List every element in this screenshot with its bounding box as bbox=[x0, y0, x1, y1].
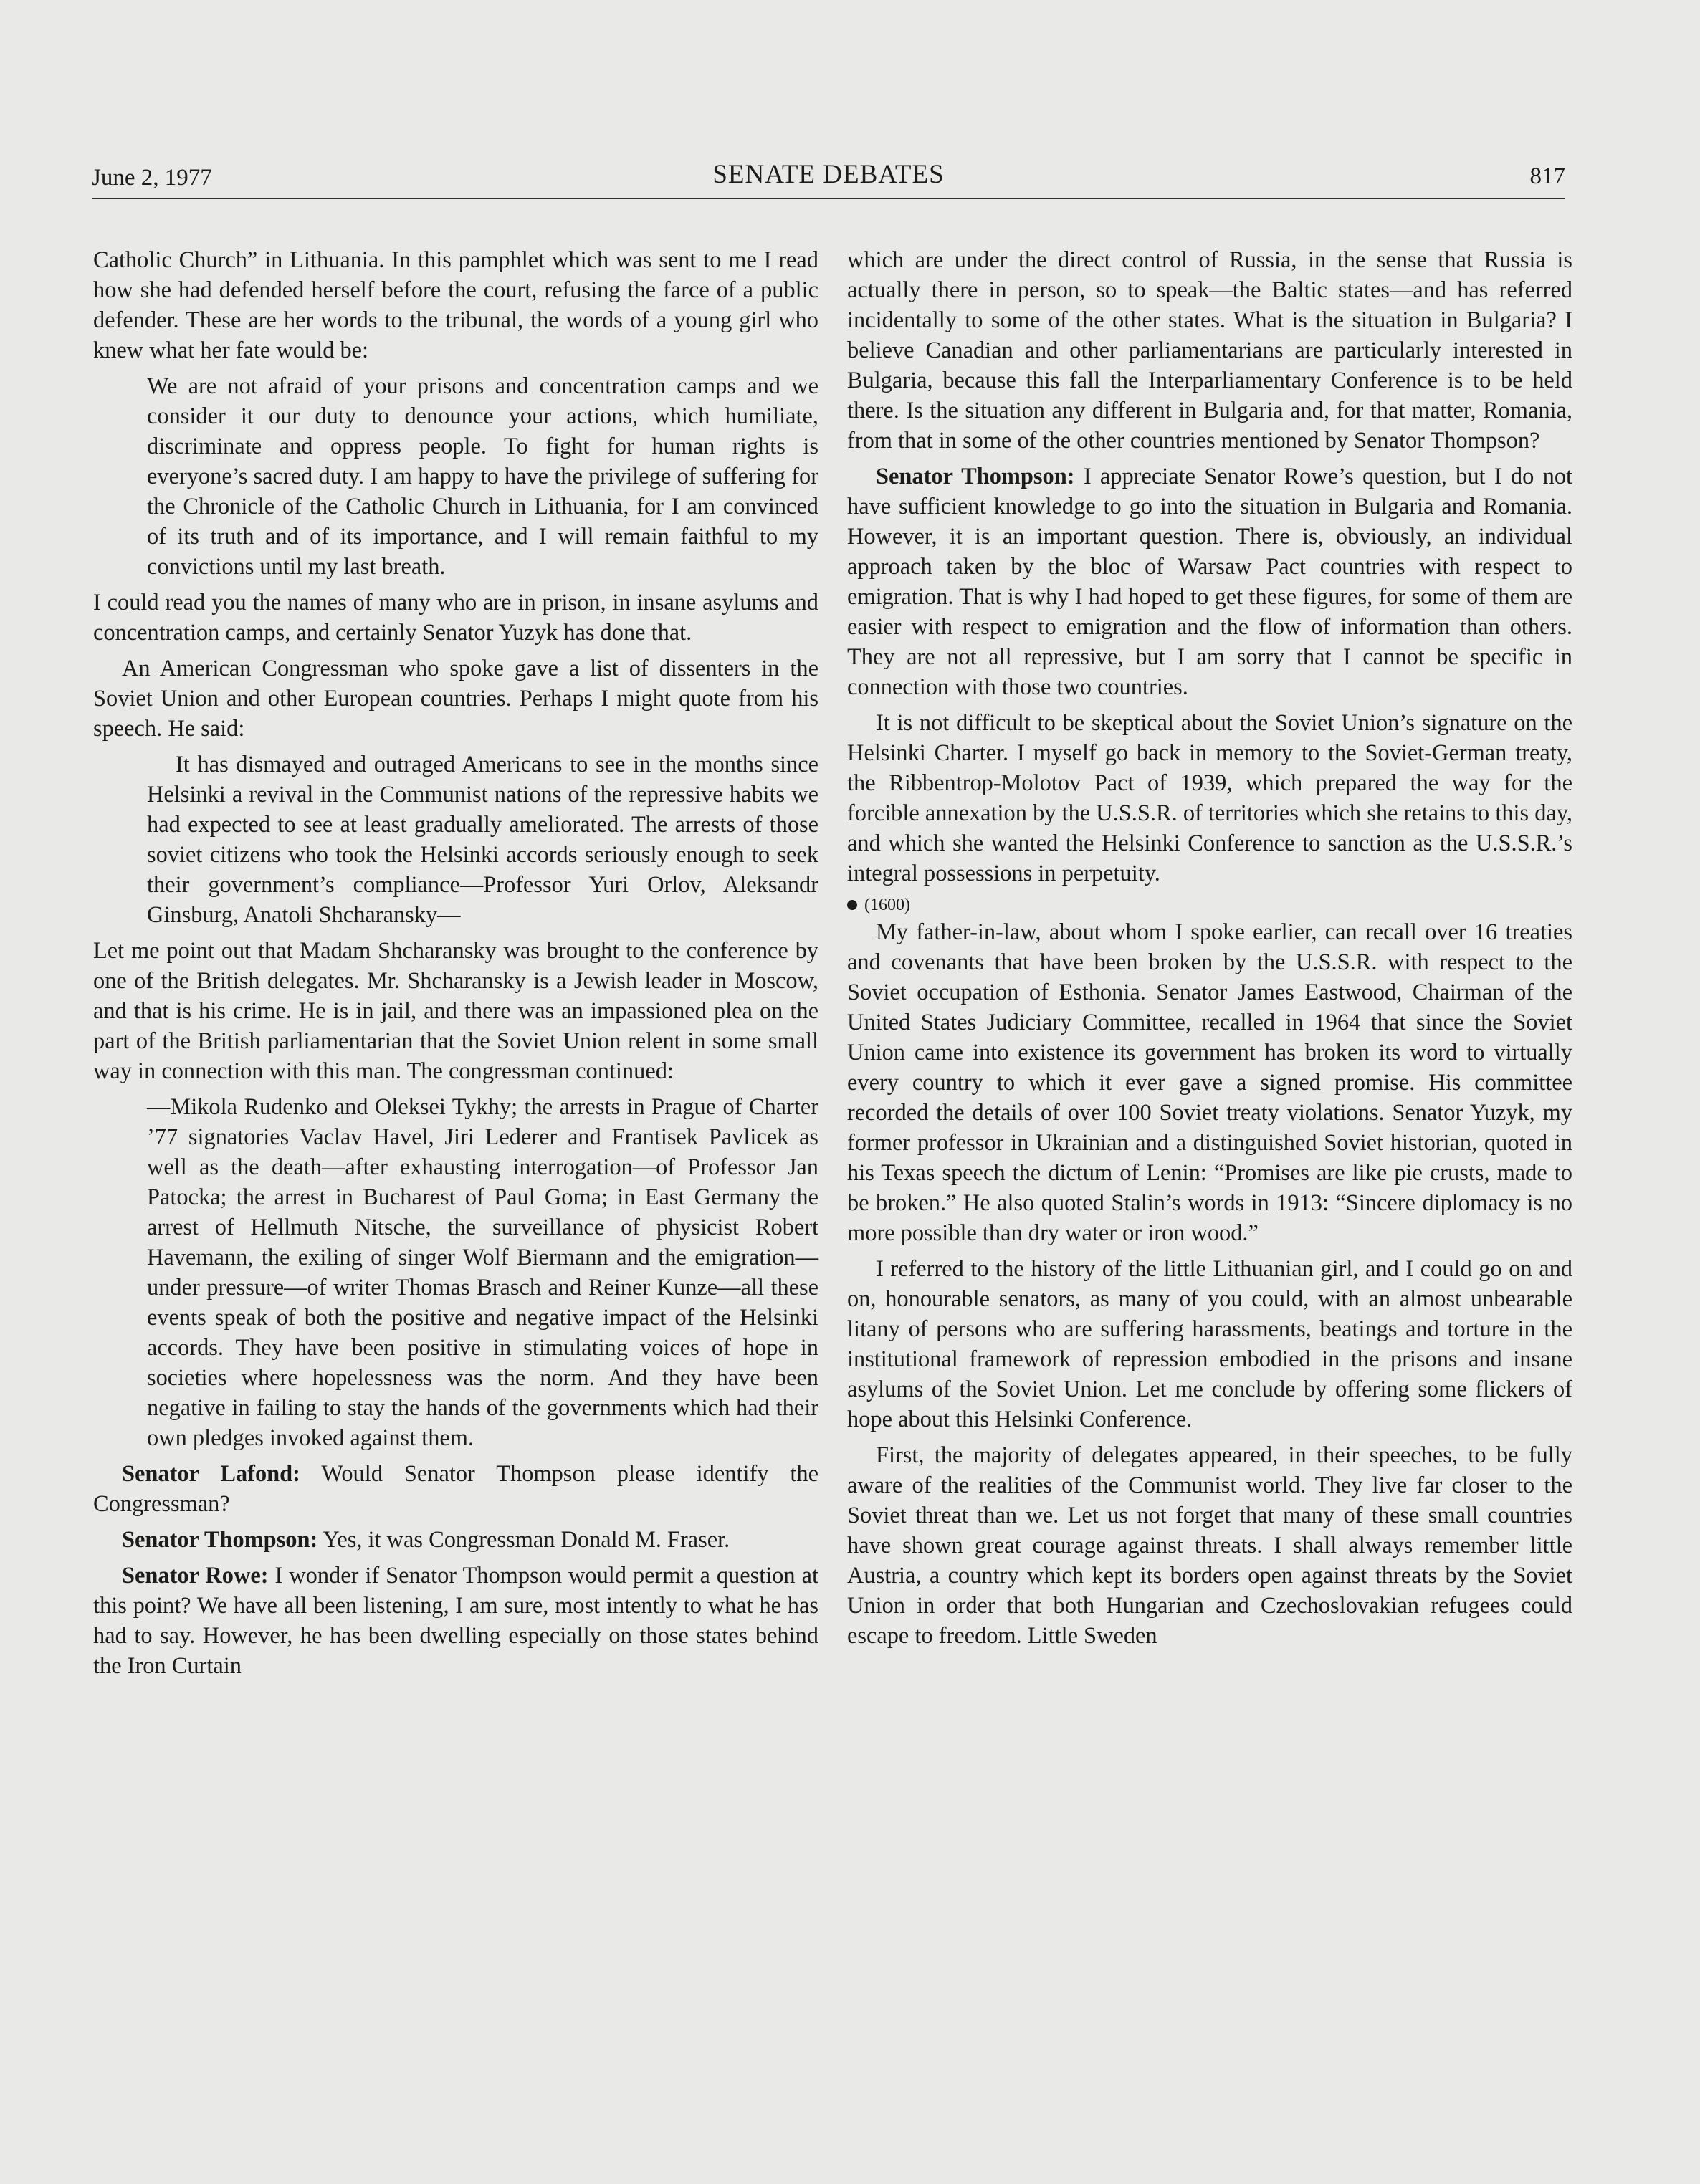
speech-paragraph bbox=[93, 1459, 818, 1519]
speech-paragraph bbox=[93, 1561, 818, 1681]
right-column bbox=[847, 245, 1572, 1657]
header-title: SENATE DEBATES bbox=[712, 160, 945, 189]
speech-paragraph bbox=[847, 461, 1572, 702]
time-marker bbox=[847, 893, 1572, 917]
block-quote: We are not afraid of your prisons and concentration camps and we consider it our duty to denounce your actions, which humiliate, discriminate and oppress people. To fight for human rights is everyone’s sacred duty. I am happy to have the privilege of suffering for the Chronicle of the Catholic Church in Lithuania, for I am convinced of its truth and of its importance, and I will remain faithful to my convictions until my last breath. bbox=[147, 373, 818, 580]
block-quote: —Mikola Rudenko and Oleksei Tykhy; the arrests in Prague of Charter ’77 signatories Vaclav Havel, Jiri Lederer and Frantisek Pavlicek as well as the death—after exhausting interrogation—of Professor Jan Patocka; the arrest in Bucharest of Paul Goma; in East Germany the arrest of Hellmuth Nitsche, the surveillance of physicist Robert Havemann, the exiling of singer Wolf Biermann and the emigration—under pressure—of writer Thomas Brasch and Reiner Kunze—all these events speak of both the positive and negative impact of the Helsinki accords. They have been positive in stimulating voices of hope in societies where hopelessness was the norm. And they have been negative in failing to stay the hands of the governments which had their own pledges invoked against them. bbox=[147, 1094, 818, 1451]
paragraph: It is not difficult to be skeptical about the Soviet Union’s signature on the Helsinki Charter. I myself go back in memory to the Soviet-German treaty, the Ribbentrop-Molotov Pact of 1939, which prepared the way for the forcible annexation by the U.S.S.R. of territories which she retains to this day, and which she wanted the Helsinki Conference to sanction as the U.S.S.R.’s integral possessions in perpetuity. bbox=[847, 710, 1572, 886]
speech-text: Yes, it was Congressman Donald M. Fraser. bbox=[317, 1527, 730, 1553]
paragraph: Let me point out that Madam Shcharansky was brought to the conference by one of the British delegates. Mr. Shcharansky is a Jewish leader in Moscow, and that is his crime. He is in jail, and there was an impassioned plea on the part of the British parliamentarian that the Soviet Union relent in some small way in connection with this man. The congressman continued: bbox=[93, 938, 818, 1084]
left-column bbox=[93, 245, 818, 1687]
header-date: June 2, 1977 bbox=[92, 165, 212, 191]
time-marker-text: (1600) bbox=[864, 896, 910, 914]
speaker-name: Senator Thompson: bbox=[122, 1527, 318, 1553]
speech-text: I appreciate Senator Rowe’s question, but I do not have sufficient knowledge to go into the situation in Bulgaria and Romania. However, it is an important question. There is, obviously, an individual approach taken by the bloc of Warsaw Pact countries with respect to emigration. That is why I had hoped to get these figures, for some of them are easier with respect to emigration and the flow of information than others. They are not all repressive, but I am sorry that I cannot be specific in connection with those two countries. bbox=[847, 464, 1573, 700]
paragraph: Catholic Church” in Lithuania. In this pamphlet which was sent to me I read how she had defended herself before the court, refusing the farce of a public defender. These are her words to the tribunal, the words of a young girl who knew what her fate would be: bbox=[93, 247, 818, 363]
speaker-name: Senator Thompson: bbox=[876, 464, 1075, 489]
paragraph: First, the majority of delegates appeared, in their speeches, to be fully aware of the realities of the Communist world. They live far closer to the Soviet threat than we. Let us not forget that many of these small countries have shown great courage against threats. I shall always remember little Austria, a country which kept its borders open against threats by the Soviet Union in order that both Hungarian and Czechoslovakian refugees could escape to freedom. Little Sweden bbox=[847, 1442, 1572, 1649]
header-rule bbox=[92, 198, 1565, 199]
paragraph: which are under the direct control of Russia, in the sense that Russia is actually there in person, so to speak—the Baltic states—and has referred incidentally to some of the other states. What is the situation in Bulgaria? I believe Canadian and other parliamentarians are particularly interested in Bulgaria, because this fall the Interparliamentary Conference is to be held there. Is the situation any different in Bulgaria and, for that matter, Romania, from that in some of the other countries mentioned by Senator Thompson? bbox=[847, 247, 1572, 454]
block-quote: It has dismayed and outraged Americans to see in the months since Helsinki a revival in the Communist nations of the repressive habits we had expected to see at least gradually ameliorated. The arrests of those soviet citizens who took the Helsinki accords seriously enough to seek their government’s compliance—Professor Yuri Orlov, Aleksandr Ginsburg, Anatoli Shcharansky— bbox=[147, 752, 818, 928]
paragraph: An American Congressman who spoke gave a list of dissenters in the Soviet Union and other European countries. Perhaps I might quote from his speech. He said: bbox=[93, 656, 818, 742]
speech-text: I wonder if Senator Thompson would permit a question at this point? We have all been listening, I am sure, most intently to what he has had to say. However, he has been dwelling especially on those states behind the Iron Curtain bbox=[93, 1563, 818, 1679]
speech-paragraph bbox=[93, 1525, 818, 1555]
paragraph: My father-in-law, about whom I spoke earlier, can recall over 16 treaties and covenants that have been broken by the U.S.S.R. with respect to the Soviet occupation of Esthonia. Senator James Eastwood, Chairman of the United States Judiciary Committee, recalled in 1964 that since the Soviet Union came into existence its government has broken its word to virtually every country to which it ever gave a signed promise. His committee recorded the details of over 100 Soviet treaty violations. Senator Yuzyk, my former professor in Ukrainian and a distinguished Soviet historian, quoted in his Texas speech the dictum of Lenin: “Promises are like pie crusts, made to be broken.” He also quoted Stalin’s words in 1913: “Sincere diplomacy is no more possible than dry water or iron wood.” bbox=[847, 919, 1572, 1246]
paragraph: I could read you the names of many who are in prison, in insane asylums and concentration camps, and certainly Senator Yuzyk has done that. bbox=[93, 590, 818, 646]
page-header bbox=[92, 159, 1565, 202]
speech-text: Would Senator Thompson please identify the Congressman? bbox=[93, 1461, 818, 1517]
speaker-name: Senator Rowe: bbox=[122, 1563, 269, 1589]
speaker-name: Senator Lafond: bbox=[122, 1461, 300, 1487]
header-page-number: 817 bbox=[1529, 163, 1565, 189]
bullet-icon bbox=[847, 900, 857, 910]
paragraph: I referred to the history of the little Lithuanian girl, and I could go on and on, honourable senators, as many of you could, with an almost unbearable litany of persons who are suffering harassments, beatings and torture in the institutional framework of repression embodied in the prisons and insane asylums of the Soviet Union. Let me conclude by offering some flickers of hope about this Helsinki Conference. bbox=[847, 1256, 1572, 1432]
